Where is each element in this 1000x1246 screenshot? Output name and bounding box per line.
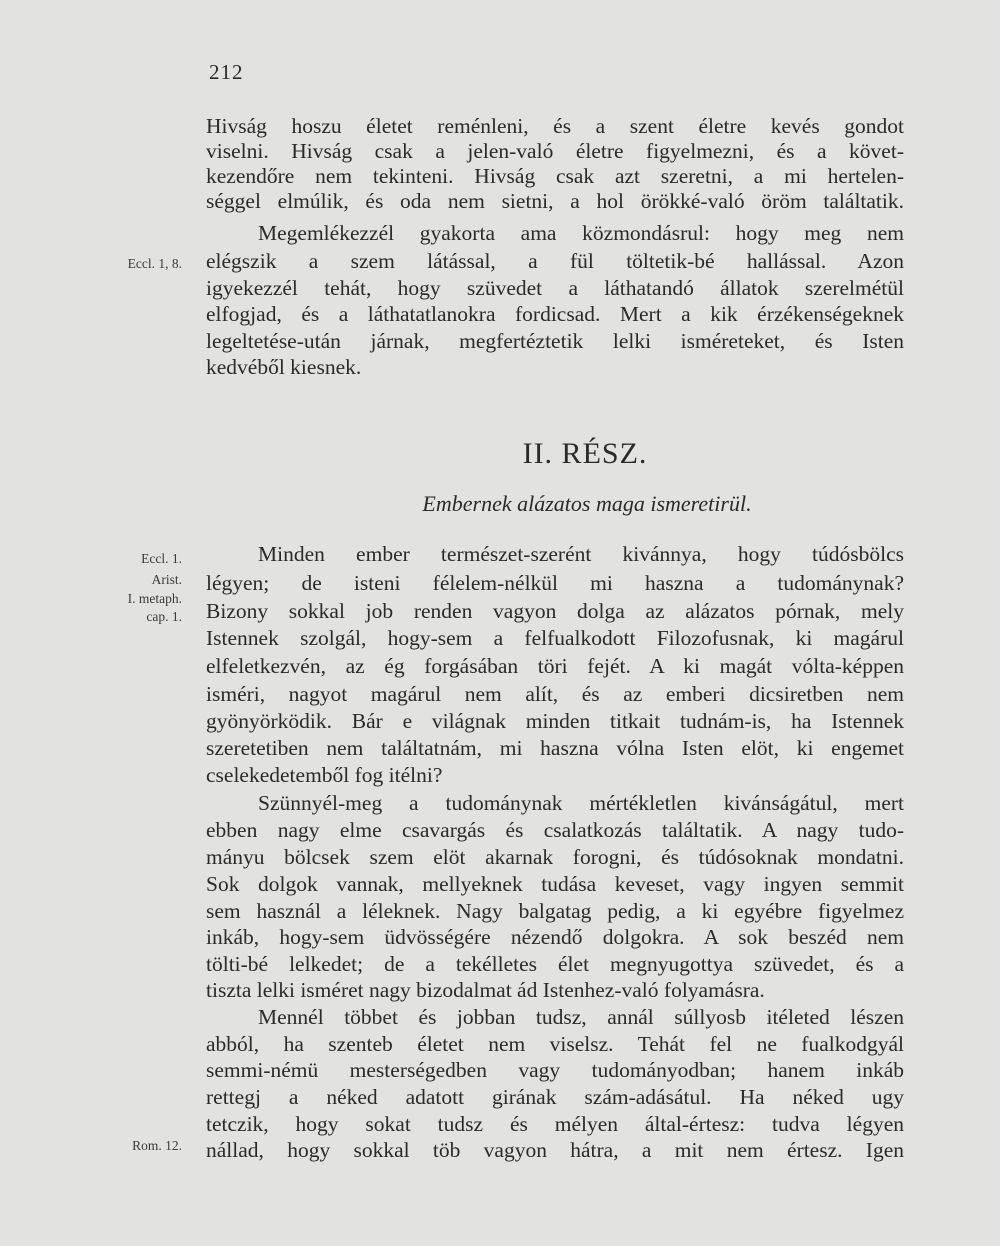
text-line: igyekezzél tehát, hogy szüvedet a láthatandó állatok szerelmétül	[206, 276, 904, 300]
margin-note-metaph: I. metaph.	[127, 591, 182, 606]
text-line: Szünnyél-meg a tudománynak mértékletlen kivánságátul, mert	[258, 791, 904, 815]
text-line: rettegj a néked adatott girának szám-adásátul. Ha néked ugy	[206, 1085, 904, 1109]
text-line: szeretetiben nem találtatnám, mi haszna vólna Isten elöt, ki engemet	[206, 736, 904, 760]
text-line: Bizony sokkal job renden vagyon dolga az alázatos pórnak, mely	[206, 599, 904, 623]
text-line: Sok dolgok vannak, mellyeknek tudása keveset, vagy ingyen semmit	[206, 872, 904, 896]
text-line: tetczik, hogy sokat tudsz és mélyen által-értesz: tudva légyen	[206, 1112, 904, 1136]
text-line: Megemlékezzél gyakorta ama közmondásrul: hogy meg nem	[258, 221, 904, 245]
text-line: elfogjad, és a láthatatlanokra fordicsad. Mert a kik érzékenségeknek	[206, 302, 904, 326]
page-number: 212	[209, 60, 244, 84]
text-line: viselni. Hivság csak a jelen-való életre figyelmezni, és a követ-	[206, 139, 904, 163]
text-line: Hivság hoszu életet reménleni, és a szent életre kevés gondot	[206, 114, 904, 138]
text-line: tiszta lelki isméret nagy bizodalmat ád Istenhez-való folyamásra.	[206, 978, 765, 1002]
text-line: semmi-némü mesterségedben vagy tudományodban; hanem inkáb	[206, 1058, 904, 1082]
text-line: Mennél többet és jobban tudsz, annál súllyosb itéleted lészen	[258, 1005, 904, 1029]
margin-note-cap: cap. 1.	[146, 609, 182, 624]
text-line: séggel elmúlik, és oda nem sietni, a hol örökké-való öröm találtatik.	[206, 189, 904, 213]
text-line: légyen; de isteni félelem-nélkül mi haszna a tudománynak?	[206, 571, 904, 595]
text-line: gyönyörködik. Bár e világnak minden titkait tudnám-is, ha Istennek	[206, 709, 904, 733]
text-line: abból, ha szenteb életet nem viselsz. Tehát fel ne fualkodgyál	[206, 1032, 904, 1056]
text-line: elégszik a szem látással, a fül töltetik-bé hallással. Azon	[206, 249, 904, 273]
text-line: Minden ember természet-szerént kivánnya, hogy túdósbölcs	[258, 542, 904, 566]
text-line: mányu bölcsek szem elöt akarnak forogni, és túdósoknak mondatni.	[206, 845, 904, 869]
text-line: kezendőre nem tekinteni. Hivság csak azt szeretni, a mi hertelen-	[206, 164, 904, 188]
section-heading: II. RÉSZ.	[522, 437, 648, 470]
text-line: legeltetése-után járnak, megfertéztetik lelki isméreteket, és Isten	[206, 329, 904, 353]
text-line: kedvéből kiesnek.	[206, 355, 362, 379]
margin-note-eccl-1-8: Eccl. 1, 8.	[127, 256, 182, 271]
text-line: sem használ a léleknek. Nagy balgatag pedig, a ki egyébre figyelmez	[206, 899, 904, 923]
text-line: nállad, hogy sokkal töb vagyon hátra, a mit nem értesz. Igen	[206, 1138, 904, 1162]
margin-note-rom: Rom. 12.	[132, 1138, 182, 1153]
text-line: cselekedetemből fog itélni?	[206, 763, 443, 787]
text-line: isméri, nagyot magárul nem alít, és az emberi dicsiretben nem	[206, 682, 904, 706]
section-subtitle: Embernek alázatos maga ismeretirül.	[422, 491, 752, 516]
text-line: ebben nagy elme csavargás és csalatkozás találtatik. A nagy tudo-	[206, 818, 904, 842]
text-line: tölti-bé lelkedet; de a tekélletes élet megnyugottya szüvedet, és a	[206, 952, 904, 976]
text-line: inkáb, hogy-sem üdvösségére nézendő dolgokra. A sok beszéd nem	[206, 925, 904, 949]
margin-note-eccl-1: Eccl. 1.	[141, 551, 182, 566]
text-line: elfeletkezvén, az ég forgásában töri fejét. A ki magát vólta-képpen	[206, 654, 904, 678]
margin-note-arist: Arist.	[151, 572, 182, 587]
text-line: Istennek szolgál, hogy-sem a felfualkodott Filozofusnak, ki magárul	[206, 626, 904, 650]
